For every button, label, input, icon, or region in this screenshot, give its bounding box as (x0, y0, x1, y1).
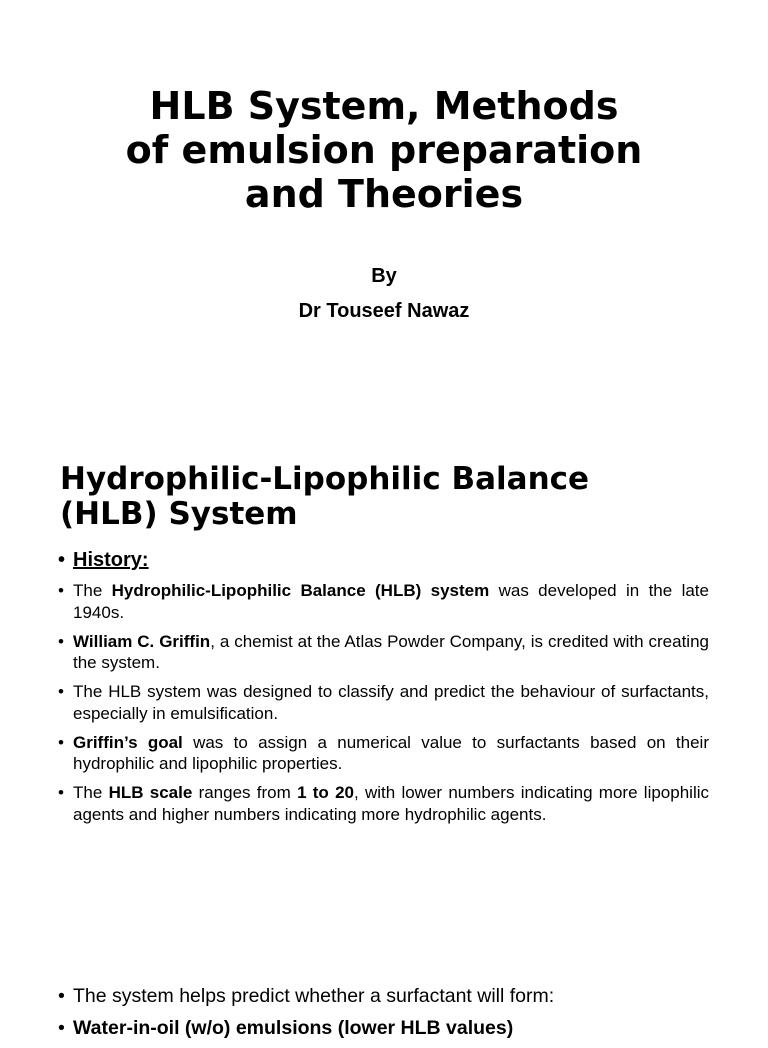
bullet-5-mid: ranges from (192, 783, 298, 802)
bullet-2-post: , a chemist at the Atlas Powder Company, is credited with creating the system. (73, 631, 709, 672)
bullet-2-bold: William C. Griffin (73, 631, 211, 651)
by-label: By (371, 265, 397, 287)
bullet-griffin-goal (58, 732, 709, 775)
bullet-1-pre: The (73, 581, 112, 600)
title-line-2: of emulsion preparation (125, 128, 643, 172)
title-line-1: HLB System, Methods (149, 84, 619, 128)
bullet-5-post: , with lower numbers indicating more lipophilic agents and higher numbers indicating more hydrophilic agents. (73, 783, 709, 824)
bullet-system-predicts (58, 984, 709, 1008)
bullet-4-bold: Griffin’s goal (73, 732, 183, 752)
title-line-3: and Theories (244, 172, 524, 216)
history-bullets (58, 580, 709, 833)
history-heading-text: History: (73, 549, 149, 571)
presentation-title (60, 84, 708, 216)
bullet-hlb-developed (58, 580, 709, 623)
next-slide-bullets (58, 984, 709, 1048)
author-name: Dr Touseef Nawaz (298, 300, 470, 322)
section-title (60, 462, 720, 532)
bullet-1-bold: Hydrophilic-Lipophilic Balance (HLB) system (111, 581, 490, 600)
next-bullet-1-text: The system helps predict whether a surfactant will form: (73, 985, 555, 1007)
bullet-hlb-scale (58, 782, 709, 825)
bullet-5-pre: The (73, 783, 109, 802)
next-bullet-2-text: Water-in-oil (w/o) emulsions (lower HLB values) (73, 1017, 514, 1039)
bullet-1-post: was developed in the late 1940s. (73, 581, 709, 622)
history-heading (58, 548, 709, 572)
bullet-griffin-credited (58, 631, 709, 674)
bullet-4-post: was to assign a numerical value to surfactants based on their hydrophilic and lipophilic properties. (73, 732, 709, 773)
bullet-5-bold-2: 1 to 20 (297, 783, 354, 802)
bullet-3-text: The HLB system was designed to classify and predict the behaviour of surfactants, especially in emulsification. (73, 682, 709, 723)
history-heading-list (58, 548, 709, 572)
bullet-water-in-oil (58, 1016, 709, 1040)
bullet-hlb-designed (58, 681, 709, 724)
section-title-line-1: Hydrophilic-Lipophilic Balance (60, 461, 590, 497)
section-title-line-2: (HLB) System (60, 496, 298, 532)
bullet-5-bold-1: HLB scale (108, 783, 193, 802)
